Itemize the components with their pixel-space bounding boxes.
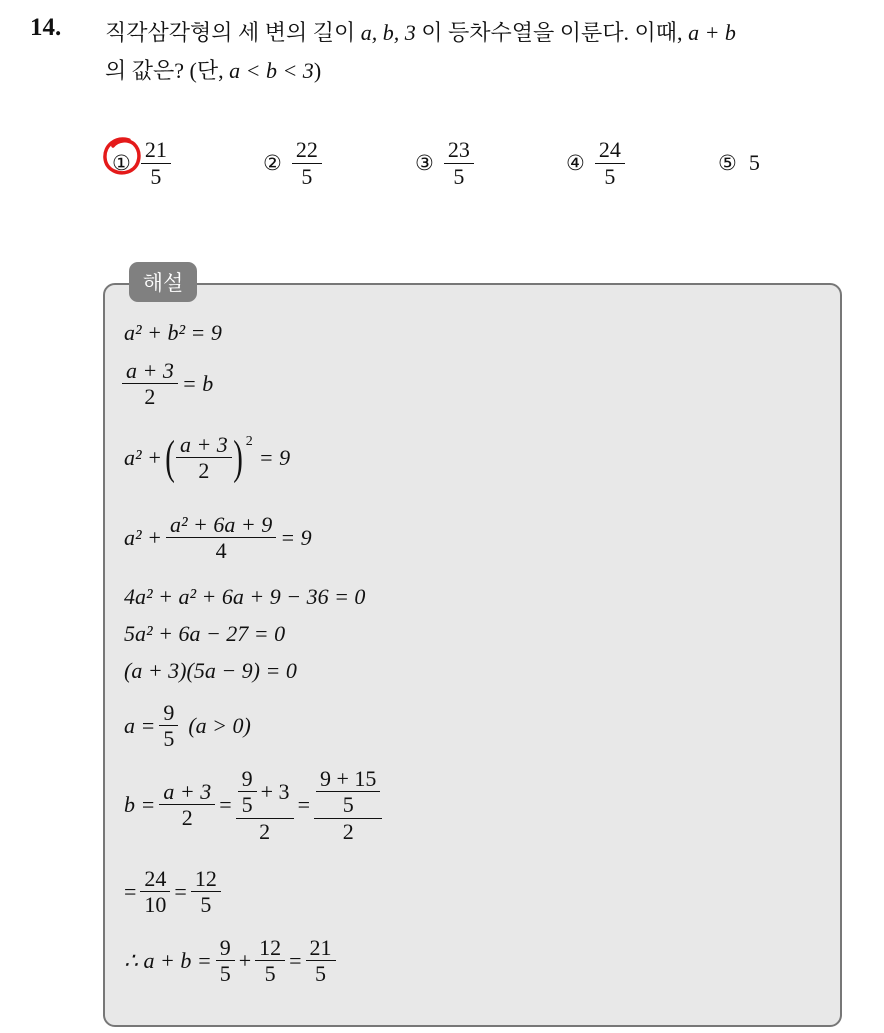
numerator	[238, 766, 292, 818]
question-text-part: 직각삼각형의 세 변의 길이	[105, 20, 361, 45]
solution-label: 해설	[129, 262, 197, 302]
step-text: = 9	[280, 524, 312, 550]
denominator: 5	[191, 891, 221, 917]
choice-number: ①	[112, 151, 131, 175]
denominator: 5	[141, 163, 171, 189]
choice-1[interactable]	[112, 128, 169, 198]
denominator: 5	[444, 163, 474, 189]
denominator: 5	[159, 725, 178, 751]
numerator: 21	[144, 137, 167, 163]
step-text: a² +	[124, 444, 162, 470]
choice-2[interactable]	[263, 128, 320, 198]
step-text: b =	[124, 791, 156, 817]
numerator: 9 + 15	[319, 766, 377, 791]
choice-3[interactable]	[415, 128, 472, 198]
choice-number: ③	[415, 151, 434, 175]
denominator: 2	[176, 457, 232, 483]
numerator: a + 3	[179, 432, 228, 457]
numerator: 21	[309, 935, 332, 960]
denominator: 5	[306, 960, 336, 986]
answer-choices	[0, 128, 884, 198]
step-5	[124, 584, 365, 610]
question-number: 14.	[30, 14, 62, 41]
numerator	[316, 766, 380, 818]
denominator: 5	[238, 791, 257, 817]
inner-fraction	[240, 766, 255, 818]
denominator: 2	[236, 818, 294, 844]
step-11: ∴ a + b = $\frac{9}{5}$ + $\frac{12}{5}$ = $\frac{21}{5}$	[124, 935, 334, 987]
question-condition: a < b < 3	[229, 58, 314, 83]
fraction	[257, 935, 283, 987]
fraction	[168, 512, 274, 564]
numerator: 24	[144, 866, 167, 891]
choice-number: ⑤	[718, 151, 737, 175]
denominator: 2	[122, 383, 178, 409]
denominator: 5	[255, 960, 285, 986]
question-sum: a + b	[688, 20, 736, 45]
denominator: 2	[314, 818, 382, 844]
choice-number: ④	[566, 151, 585, 175]
choice-value: 5	[748, 150, 760, 175]
numerator: a + 3	[126, 358, 174, 383]
fraction	[142, 866, 168, 918]
step-text: 5a² + 6a − 27 = 0	[124, 621, 286, 646]
fraction	[218, 935, 233, 987]
fraction	[193, 866, 219, 918]
denominator: 5	[216, 960, 235, 986]
numerator: 9	[163, 700, 175, 725]
fraction	[308, 935, 334, 987]
step-8	[124, 700, 251, 752]
numerator: 24	[598, 137, 621, 163]
step-9: b = $\frac{a + 3}{2}$ = $\frac{9}{5}$ + 3 2 = $\frac{\frac{9 + 15}{5}}{2}$	[124, 766, 380, 844]
denominator: 2	[159, 804, 215, 830]
denominator: 5	[595, 163, 625, 189]
fraction	[124, 358, 176, 410]
inner-fraction	[318, 766, 378, 818]
question-vars: a, b, 3	[360, 20, 416, 45]
numerator: 9	[241, 766, 253, 791]
numerator: 12	[259, 935, 282, 960]
fraction	[178, 432, 230, 484]
step-condition: (a > 0)	[188, 712, 251, 738]
step-text: 4a² + a² + 6a + 9 − 36 = 0	[124, 584, 366, 609]
choice-4[interactable]	[566, 128, 623, 198]
fraction	[161, 700, 176, 752]
compound-fraction	[316, 766, 380, 844]
question-text-part: 의 값은? (단,	[105, 58, 230, 83]
step-text: = 9	[258, 444, 291, 470]
question-text	[105, 14, 870, 90]
step-text: ∴ a + b =	[124, 947, 212, 973]
step-10: = $\frac{24}{10}$ = $\frac{12}{5}$	[124, 866, 219, 918]
numerator: 12	[194, 866, 217, 891]
choice-fraction	[597, 137, 623, 189]
question-text-part: )	[313, 58, 322, 83]
step-text: a² + b² = 9	[124, 320, 222, 345]
exponent: 2	[245, 434, 253, 449]
choice-5[interactable]	[718, 128, 760, 198]
step-3: a² + ( $\frac{a + 3}{2}$ ) 2 = 9	[124, 430, 291, 484]
numerator: 22	[295, 137, 318, 163]
numerator: a² + 6a + 9	[169, 512, 273, 537]
choice-fraction	[446, 137, 472, 189]
step-2	[124, 358, 213, 410]
plus-term: + 3	[260, 779, 290, 805]
step-text: = b	[181, 370, 214, 396]
step-1	[124, 320, 222, 346]
question-text-part: 이 등차수열을 이룬다. 이때,	[415, 20, 689, 45]
step-6	[124, 621, 285, 647]
step-7	[124, 658, 297, 684]
numerator: 9	[219, 935, 231, 960]
choice-fraction	[143, 137, 169, 189]
compound-fraction	[238, 766, 292, 844]
denominator: 4	[166, 537, 276, 563]
numerator: a + 3	[163, 779, 212, 805]
step-text: (a + 3)(5a − 9) = 0	[124, 658, 297, 683]
step-text: a =	[124, 712, 156, 738]
choice-number: ②	[263, 151, 282, 175]
numerator: 23	[447, 137, 470, 163]
denominator: 5	[292, 163, 322, 189]
step-4	[124, 512, 312, 564]
step-text: a² +	[124, 524, 162, 550]
choice-fraction	[294, 137, 320, 189]
denominator: 10	[140, 891, 170, 917]
fraction	[161, 779, 213, 831]
denominator: 5	[316, 791, 380, 817]
